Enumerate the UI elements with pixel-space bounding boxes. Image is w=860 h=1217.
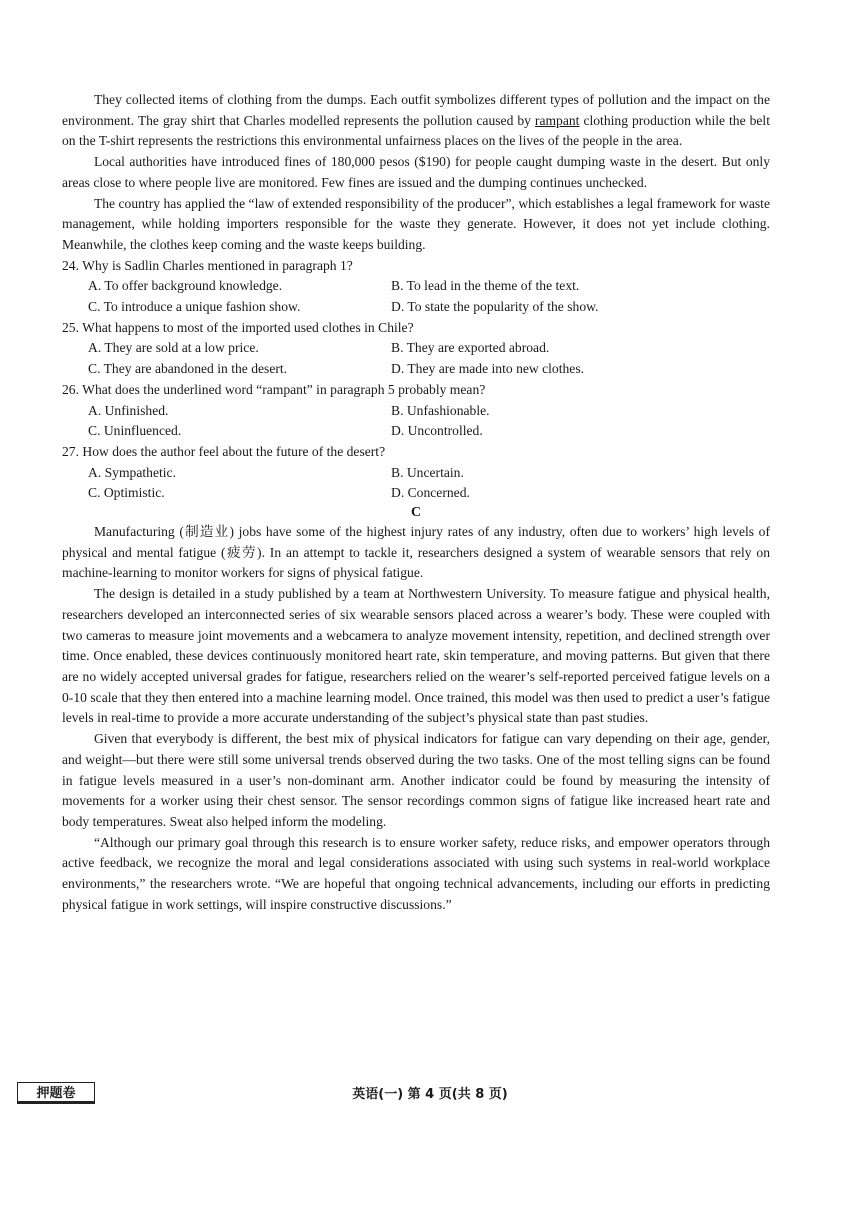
page-number-footer: 英语(一) 第 4 页(共 8 页) <box>352 1087 508 1102</box>
passage-b-paragraph-2: Local authorities have introduced fines of 180,000 pesos ($190) for people caught dumping waste in the desert. But only areas close to where people live are monitored. Few fines are issued and the dumping continues unchecked. <box>62 154 770 190</box>
question-26 <box>62 380 770 442</box>
option-b[interactable]: B. Uncertain. <box>391 464 464 480</box>
option-a[interactable]: A. They are sold at a low price. <box>88 340 259 356</box>
question-25 <box>62 318 770 380</box>
question-24 <box>62 256 770 318</box>
option-b[interactable]: B. They are exported abroad. <box>391 340 550 356</box>
option-d[interactable]: D. Uncontrolled. <box>391 423 483 439</box>
option-c[interactable]: C. They are abandoned in the desert. <box>88 361 288 377</box>
option-a[interactable]: A. Sympathetic. <box>88 464 176 480</box>
option-b[interactable]: B. Unfashionable. <box>391 402 490 418</box>
option-b[interactable]: B. To lead in the theme of the text. <box>391 278 580 294</box>
option-c[interactable]: C. To introduce a unique fashion show. <box>88 299 301 315</box>
exam-stamp-label: 押题卷 <box>17 1082 95 1104</box>
passage-b-paragraph-3: The country has applied the “law of extended responsibility of the producer”, which establishes a legal framework for waste management, while holding importers responsible for the waste they generate. However, it does not yet include clothing. Meanwhile, the clothes keep coming and the waste keeps building. <box>62 195 770 252</box>
question-stem: 27. How does the author feel about the future of the desert? <box>62 443 386 459</box>
option-a[interactable]: A. Unfinished. <box>88 402 169 418</box>
passage-c-paragraph-3: Given that everybody is different, the best mix of physical indicators for fatigue can vary depending on their age, gender, and weight—but there were still some universal trends observed during the two tasks. One of the most telling signs can be found in fatigue levels measured in a user’s non-dominant arm. Another indicator could be found by measuring the intensity of movements for a worker using their chest sensor. The sensor recordings common signs of fatigue like increased heart rate and body temperatures. Sweat also helped inform the modeling. <box>62 731 770 829</box>
option-a[interactable]: A. To offer background knowledge. <box>88 278 283 294</box>
underlined-word: rampant <box>534 112 580 128</box>
option-d[interactable]: D. They are made into new clothes. <box>391 361 585 377</box>
passage-c-paragraph-2: The design is detailed in a study published by a team at Northwestern University. To measure fatigue and physical health, researchers developed an interconnected series of six wearable sensors placed across a wearer’s body. These were coupled with two cameras to measure joint movements and a webcamera to analyze movement intensity, repetition, and declined strength over time. Once enabled, these devices continuously monitored heart rate, skin temperature, and moving patterns. But given that there are no widely accepted universal grades for fatigue, researchers relied on the wearer’s self-reported perceived fatigue levels on a 0-10 scale that they then entered into a machine learning model. Once trained, this model was then used to predict a user’s fatigue levels in real-time to provide a more accurate understanding of the subject’s physical state than past studies. <box>62 586 770 726</box>
question-stem: 25. What happens to most of the imported used clothes in Chile? <box>62 319 414 335</box>
option-d[interactable]: D. To state the popularity of the show. <box>391 299 599 315</box>
passage-c-paragraph-4: “Although our primary goal through this research is to ensure worker safety, reduce risks, and empower operators through active feedback, we recognize the moral and legal considerations associated with using such systems in real-world workplace environments,” the researchers wrote. “We are hopeful that ongoing technical advancements, including our efforts in predicting physical fatigue in work settings, will inspire constructive discussions.” <box>62 834 770 912</box>
passage-b-paragraph-1: They collected items of clothing from the dumps. Each outfit symbolizes different types of pollution and the impact on the environment. The gray shirt that Charles modelled represents the pollution caused by rampant clothing production while the belt on the T-shirt represents the restrictions this environmental unfairness places on the lives of the people in the area. <box>62 92 770 149</box>
question-stem: 24. Why is Sadlin Charles mentioned in paragraph 1? <box>62 257 353 273</box>
exam-page-content <box>62 90 770 915</box>
question-stem: 26. What does the underlined word “rampant” in paragraph 5 probably mean? <box>62 381 486 397</box>
option-d[interactable]: D. Concerned. <box>391 485 470 501</box>
option-c[interactable]: C. Uninfluenced. <box>88 423 182 439</box>
option-c[interactable]: C. Optimistic. <box>88 485 165 501</box>
section-c-heading: C <box>410 505 422 521</box>
passage-c-paragraph-1: Manufacturing (制造业) jobs have some of the highest injury rates of any industry, often due to workers’ high levels of physical and mental fatigue (疲劳). In an attempt to tackle it, researchers designed a system of wearable sensors that rely on machine-learning to monitor workers for signs of physical fatigue. <box>62 524 770 581</box>
question-27 <box>62 442 770 504</box>
